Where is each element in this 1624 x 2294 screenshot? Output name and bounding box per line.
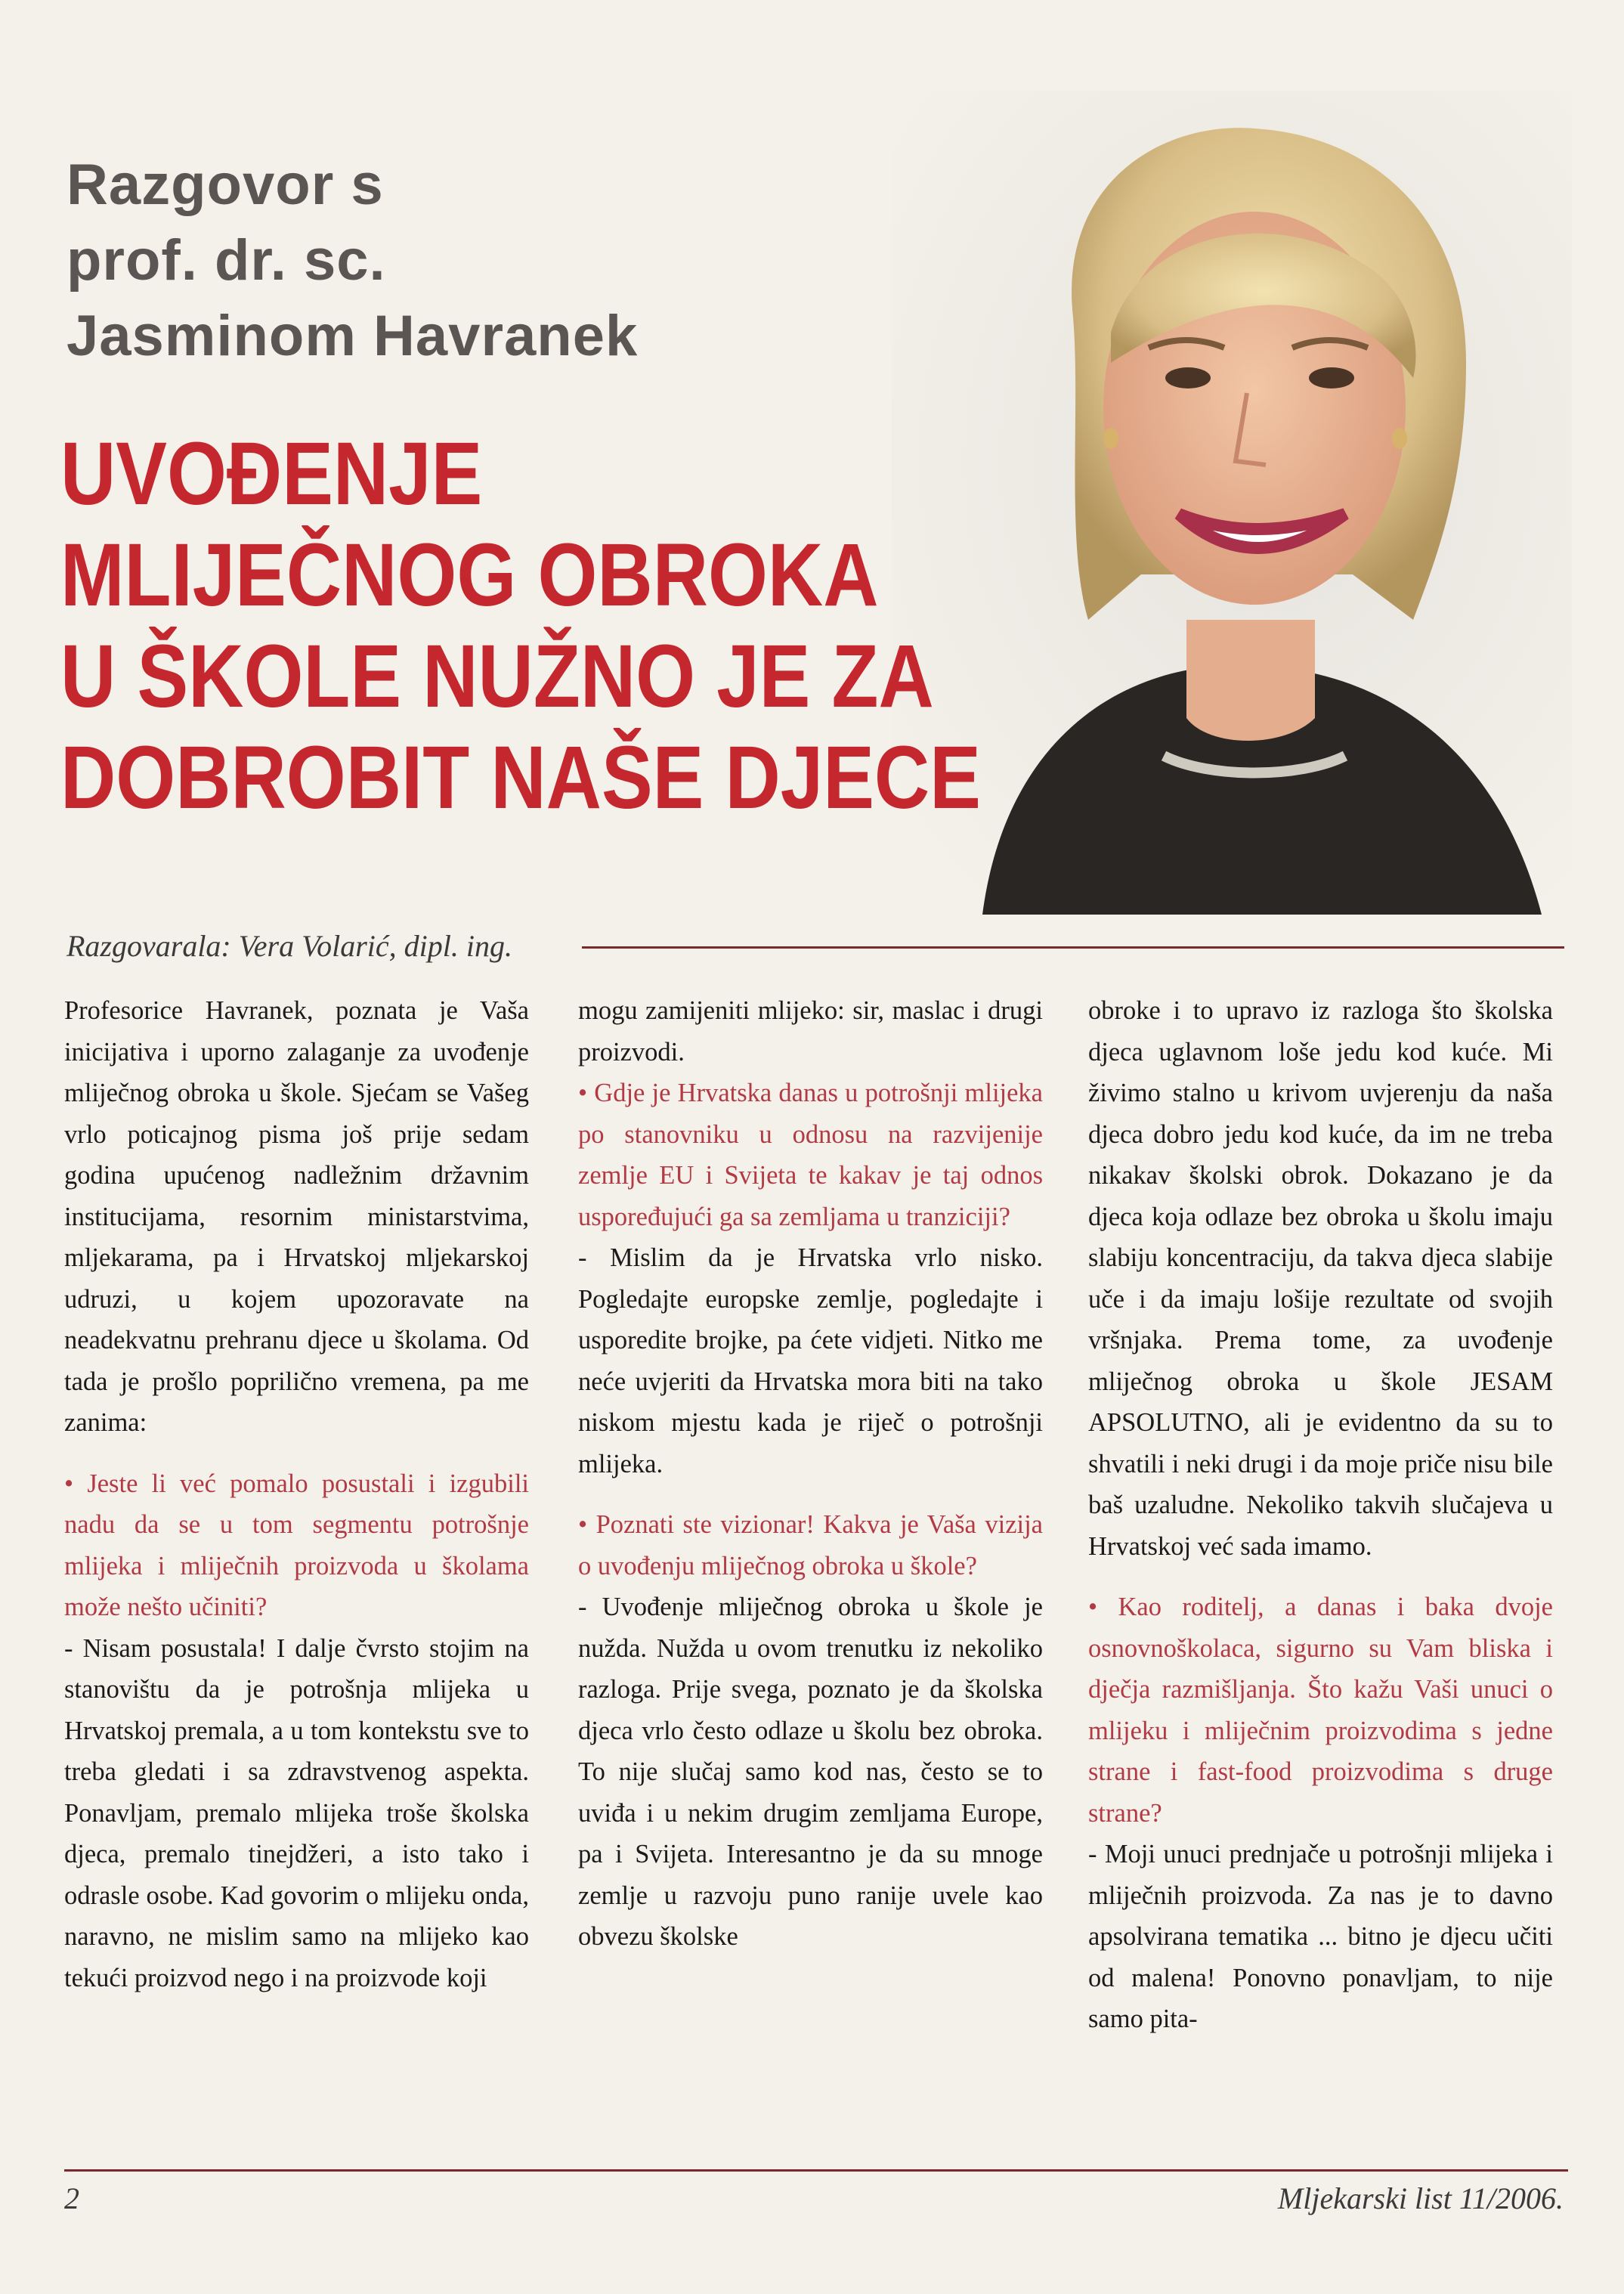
- answer-paragraph: - Uvođenje mliječnog obroka u škole je nužda. Nužda u ovom trenutku iz nekoliko razloga. Prije svega, poznato je da školska djeca vrlo često odlaze u školu bez obroka. To nije slučaj samo kod nas, često se to uviđa i u nekim drugim zemljama Europe, pa i Svijeta. Interesantno je da su mnoge zemlje u razvoju puno ranije uvele kao obvezu školske: [578, 1593, 1043, 1951]
- question-paragraph: • Jeste li već pomalo posustali i izgubili nadu da se u tom segmentu potrošnje mlijeka i mliječnih proizvoda u školama može nešto učiniti?: [64, 1469, 529, 1621]
- footer-divider: [64, 2169, 1568, 2172]
- question-paragraph: • Kao roditelj, a danas i baka dvoje osnovnoškolaca, sigurno su Vam bliska i dječja razmišljanja. Što kažu Vaši unuci o mlijeku i mliječnim proizvodima s jedne strane i fast-food proizvodima s druge strane?: [1088, 1593, 1553, 1828]
- headline-line: MLIJEČNOG OBROKA: [60, 525, 879, 625]
- journal-name: Mljekarski list 11/2006.: [1277, 2181, 1564, 2215]
- header-divider: [582, 946, 1564, 949]
- portrait-illustration: [892, 91, 1572, 915]
- text-column-2: [578, 990, 1043, 1958]
- text-column-3: [1088, 990, 1553, 2040]
- byline: Razgovarala: Vera Volarić, dipl. ing.: [67, 929, 512, 963]
- intro-paragraph: Profesorice Havranek, poznata je Vaša inicijativa i uporno zalaganje za uvođenje mliječnog obroka u škole. Sjećam se Vašeg vrlo poticajnog pisma još prije sedam godina upućenog nadležnim državnim institucijama, resornim ministarstvima, mljekarama, pa i Hrvatskoj mljekarskoj udruzi, u kojem upozoravate na neadekvatnu prehranu djece u školama. Od tada je prošlo poprilično vremena, pa me zanima:: [64, 996, 529, 1437]
- question-paragraph: • Poznati ste vizionar! Kakva je Vaša vizija o uvođenju mliječnog obroka u škole?: [578, 1510, 1043, 1580]
- answer-paragraph: - Moji unuci prednjače u potrošnji mlijeka i mliječnih proizvoda. Za nas je to davno apsolvirana tematika ... bitno je djecu učiti od malena! Ponovno ponavljam, to nije samo pita-: [1088, 1840, 1553, 2033]
- subtitle-line: prof. dr. sc.: [67, 228, 386, 293]
- subtitle-line: Jasminom Havranek: [67, 304, 639, 368]
- headline-line: U ŠKOLE NUŽNO JE ZA: [60, 627, 934, 726]
- article-headline: [60, 423, 981, 828]
- answer-paragraph: obroke i to upravo iz razloga što školska djeca uglavnom loše jedu kod kuće. Mi živimo stalno u krivom uvjerenju da naša djeca dobro jedu kod kuće, da im ne treba nikakav školski obrok. Dokazano je da djeca koja odlaze bez obroka u školu imaju slabiju koncentraciju, da takva djeca slabije uče i da imaju lošije rezultate od svojih vršnjaka. Prema tome, za uvođenje mliječnog obroka u škole JESAM APSOLUTNO, ali je evidentno da su to shvatili i neki drugi i da moje priče nisu bile baš uzaludne. Nekoliko takvih slučajeva u Hrvatskoj već sada imamo.: [1088, 996, 1553, 1561]
- text-column-1: [64, 990, 529, 1998]
- headline-line: UVOĐENJE: [60, 424, 483, 524]
- answer-paragraph: - Mislim da je Hrvatska vrlo nisko. Pogledajte europske zemlje, pogledajte i usporedite brojke, pa ćete vidjeti. Nitko me neće uvjeriti da Hrvatska mora biti na tako niskom mjestu kada je riječ o potrošnji mlijeka.: [578, 1243, 1043, 1478]
- answer-paragraph: - Nisam posustala! I dalje čvrsto stojim na stanovištu da je potrošnja mlijeka u Hrvatskoj premala, a u tom kontekstu sve to treba gledati i sa zdravstvenog aspekta. Ponavljam, premalo mlijeka troše školska djeca, premalo tinejdžeri, a isto tako i odrasle osobe. Kad govorim o mlijeku onda, naravno, ne mislim samo na mlijeko kao tekući proizvod nego i na proizvode koji: [64, 1633, 529, 1992]
- subtitle-line: Razgovor s: [67, 153, 384, 217]
- question-paragraph: • Gdje je Hrvatska danas u potrošnji mlijeka po stanovniku u odnosu na razvijenije zemlje EU i Svijeta te kakav je taj odnos uspoređujući ga sa zemljama u tranziciji?: [578, 1079, 1043, 1231]
- headline-line: DOBROBIT NAŠE DJECE: [60, 728, 981, 828]
- portrait-photo: [892, 91, 1572, 915]
- answer-paragraph: mogu zamijeniti mlijeko: sir, maslac i drugi proizvodi.: [578, 996, 1043, 1067]
- page-number: 2: [64, 2181, 79, 2215]
- interview-subtitle: [67, 147, 638, 374]
